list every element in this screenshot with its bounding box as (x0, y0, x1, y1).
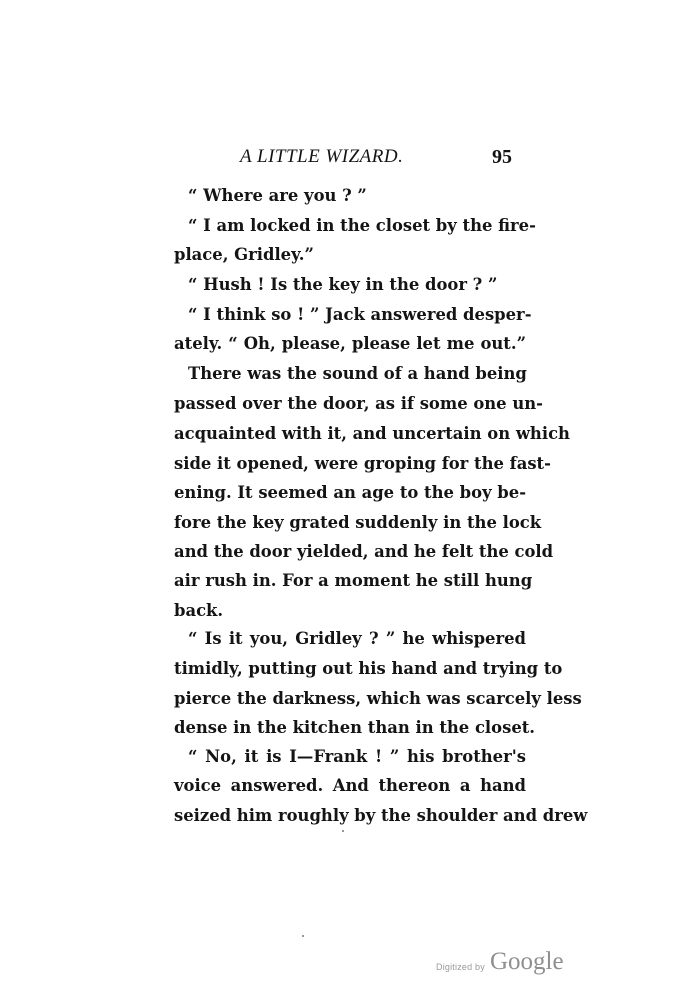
text-line: acquainted with it, and uncertain on which (174, 424, 570, 443)
text-line: dense in the kitchen than in the closet. (174, 718, 536, 737)
running-head (230, 146, 520, 176)
text-line: voice answered. And thereon a hand (174, 776, 526, 795)
text-line: ening. It seemed an age to the boy be- (174, 483, 526, 502)
text-line: pierce the darkness, which was scarcely less (174, 689, 582, 708)
text-line: seized him roughly by the shoulder and drew (174, 806, 588, 825)
text-line: “ Hush ! Is the key in the door ? ” (188, 275, 498, 294)
text-line: “ Where are you ? ” (188, 186, 367, 205)
text-line: There was the sound of a hand being (188, 364, 527, 383)
text-line: “ No, it is I—Frank ! ” his brother's (188, 747, 526, 766)
scan-speck (302, 935, 304, 937)
scan-speck (342, 830, 344, 832)
text-line: “ Is it you, Gridley ? ” he whispered (188, 629, 526, 648)
page-number: 95 (492, 146, 512, 168)
text-line: air rush in. For a moment he still hung (174, 571, 533, 590)
text-line: ately. “ Oh, please, please let me out.” (174, 334, 526, 353)
running-title: A LITTLE WIZARD. (240, 146, 404, 167)
text-line: “ I think so ! ” Jack answered desper- (188, 305, 532, 324)
google-watermark (436, 948, 576, 982)
text-line: fore the key grated suddenly in the lock (174, 513, 542, 532)
text-line: side it opened, were groping for the fast- (174, 454, 551, 473)
text-line: passed over the door, as if some one un- (174, 394, 543, 413)
text-line: place, Gridley.” (174, 245, 314, 264)
watermark-prefix: Digitized by (436, 962, 485, 972)
text-line: “ I am locked in the closet by the fire- (188, 216, 536, 235)
text-line: timidly, putting out his hand and trying to (174, 659, 563, 678)
text-line: and the door yielded, and he felt the cold (174, 542, 554, 561)
text-line: back. (174, 601, 224, 620)
watermark-brand: Google (490, 948, 564, 975)
